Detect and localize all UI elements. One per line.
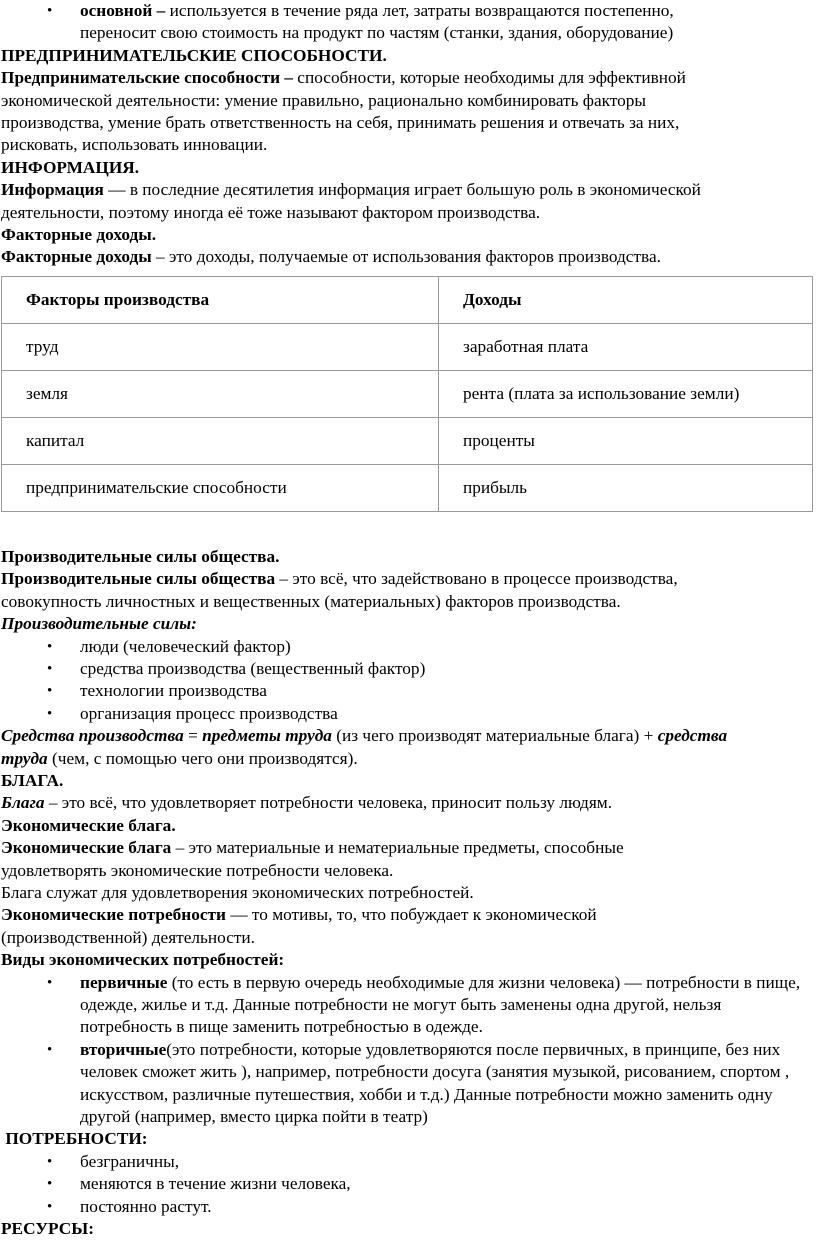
term: Факторные доходы [1, 247, 152, 267]
paragraph-economic-goods [0, 837, 816, 904]
section-heading-needs-types: Виды экономических потребностей: [1, 950, 285, 970]
list-item: • меняются в течение жизни человека, [0, 1173, 816, 1195]
term: вторичные [80, 1039, 167, 1059]
text: – это всё, что задействовано в процессе производства, [275, 569, 678, 589]
section-heading-information: ИНФОРМАЦИЯ. [1, 157, 140, 177]
table-row [2, 417, 813, 464]
table-row [2, 323, 813, 370]
term: Экономические потребности [1, 905, 226, 925]
section-heading-goods: БЛАГА. [1, 770, 64, 790]
spacer [0, 512, 816, 546]
list-item: • безграничны, [0, 1151, 816, 1173]
term: Предпринимательские способности – [1, 68, 293, 88]
table-cell: труд [2, 323, 439, 370]
text: рисковать, использовать инновации. [1, 135, 268, 155]
list-item: • технологии производства [0, 680, 816, 702]
text: – это материальные и нематериальные предметы, способные [171, 838, 624, 858]
bullet-text-line2: переносит свою стоимость на продукт по частям (станки, здания, оборудование) [80, 23, 674, 43]
table-row [2, 464, 813, 511]
text: = [183, 726, 203, 746]
text: производства, умение брать ответственность на себя, принимать решения и отвечать за них, [1, 113, 680, 133]
fixed-capital-list [0, 0, 816, 45]
paragraph-productive-forces [0, 568, 816, 613]
section-heading-economic-goods: Экономические блага. [1, 815, 176, 835]
text: (это потребности, которые удовлетворяются после первичных, в принципе, без них человек сможет жить ), например, потребности досуга (занятия музыкой, рисованием, спортом , искусством, различные путешествия, хобби и т.д.) Данные потребности можно заменить одну другой (например, вместо цирка пойти в театр) [80, 1039, 790, 1127]
factor-income-table [1, 276, 813, 512]
list-item-secondary [0, 1039, 816, 1129]
table-cell: заработная плата [439, 323, 813, 370]
text: (производственной) деятельности. [1, 927, 255, 947]
table-row [2, 370, 813, 417]
table-cell: капитал [2, 417, 439, 464]
list-item: • средства производства (вещественный фактор) [0, 658, 816, 680]
paragraph-economic-needs [0, 904, 816, 949]
term: Средства производства [1, 726, 184, 746]
table-header-cell: Факторы производства [2, 276, 439, 323]
table-header-cell: Доходы [439, 276, 813, 323]
list-item [0, 0, 816, 45]
term: средства [657, 726, 728, 746]
list-item: • постоянно растут. [0, 1196, 816, 1218]
list-item: • организация процесс производства [0, 703, 816, 725]
bullet-term: основной – [80, 1, 166, 20]
text: совокупность личностных и вещественных (материальных) факторов производства. [1, 591, 621, 611]
paragraph-information [0, 179, 816, 224]
term: Блага [1, 793, 45, 813]
table-cell: проценты [439, 417, 813, 464]
bullet-text: используется в течение ряда лет, затраты возвращаются постепенно, [165, 1, 674, 20]
productive-forces-list-title: Производительные силы: [1, 614, 197, 634]
section-heading-resources: РЕСУРСЫ: [1, 1219, 94, 1239]
paragraph-means-of-production [0, 725, 816, 770]
text: деятельности, поэтому иногда её тоже называют фактором производства. [1, 202, 541, 222]
term: первичные [80, 972, 168, 992]
section-heading-productive-forces: Производительные силы общества. [1, 546, 280, 566]
list-item-primary [0, 972, 816, 1039]
term: предметы труда [202, 726, 332, 746]
text: (из чего производят материальные блага) + [331, 726, 658, 746]
text: экономической деятельности: умение правильно, рационально комбинировать факторы [1, 90, 647, 110]
section-heading-factor-income: Факторные доходы. [1, 225, 157, 245]
text: — в последние десятилетия информация играет большую роль в экономической [103, 180, 701, 200]
productive-forces-list [0, 636, 816, 726]
table-header-row [2, 276, 813, 323]
term: Производительные силы общества [1, 569, 276, 589]
table-cell: прибыль [439, 464, 813, 511]
text: способности, которые необходимы для эффективной [292, 68, 686, 88]
paragraph-goods [0, 792, 816, 814]
text: – это доходы, получаемые от использования факторов производства. [151, 247, 661, 267]
text: (то есть в первую очередь необходимые для жизни человека) — потребности в пище, одежде, жилье и т.д. Данные потребности не могут быть заменены одна другой, нельзя потребность в пище заменить потребностью в одежде. [80, 972, 801, 1037]
text: — то мотивы, то, что побуждает к экономической [226, 905, 597, 925]
paragraph-factor-income [0, 246, 816, 268]
needs-types-list [0, 972, 816, 1129]
table-cell: рента (плата за использование земли) [439, 370, 813, 417]
text: (чем, с помощью чего они производятся). [47, 748, 358, 768]
table-cell: земля [2, 370, 439, 417]
text: – это всё, что удовлетворяет потребности человека, приносит пользу людям. [44, 793, 613, 813]
text: удовлетворять экономические потребности человека. [1, 860, 394, 880]
term: труда [1, 748, 48, 768]
table-cell: предпринимательские способности [2, 464, 439, 511]
list-item: • люди (человеческий фактор) [0, 636, 816, 658]
paragraph-entrepreneurship [0, 67, 816, 157]
term: Информация [1, 180, 104, 200]
section-heading-needs: ПОТРЕБНОСТИ: [1, 1129, 148, 1149]
text: Блага служат для удовлетворения экономических потребностей. [1, 882, 474, 902]
term: Экономические блага [1, 838, 172, 858]
section-heading-entrepreneurship: ПРЕДПРИНИМАТЕЛЬСКИЕ СПОСОБНОСТИ. [1, 45, 387, 65]
